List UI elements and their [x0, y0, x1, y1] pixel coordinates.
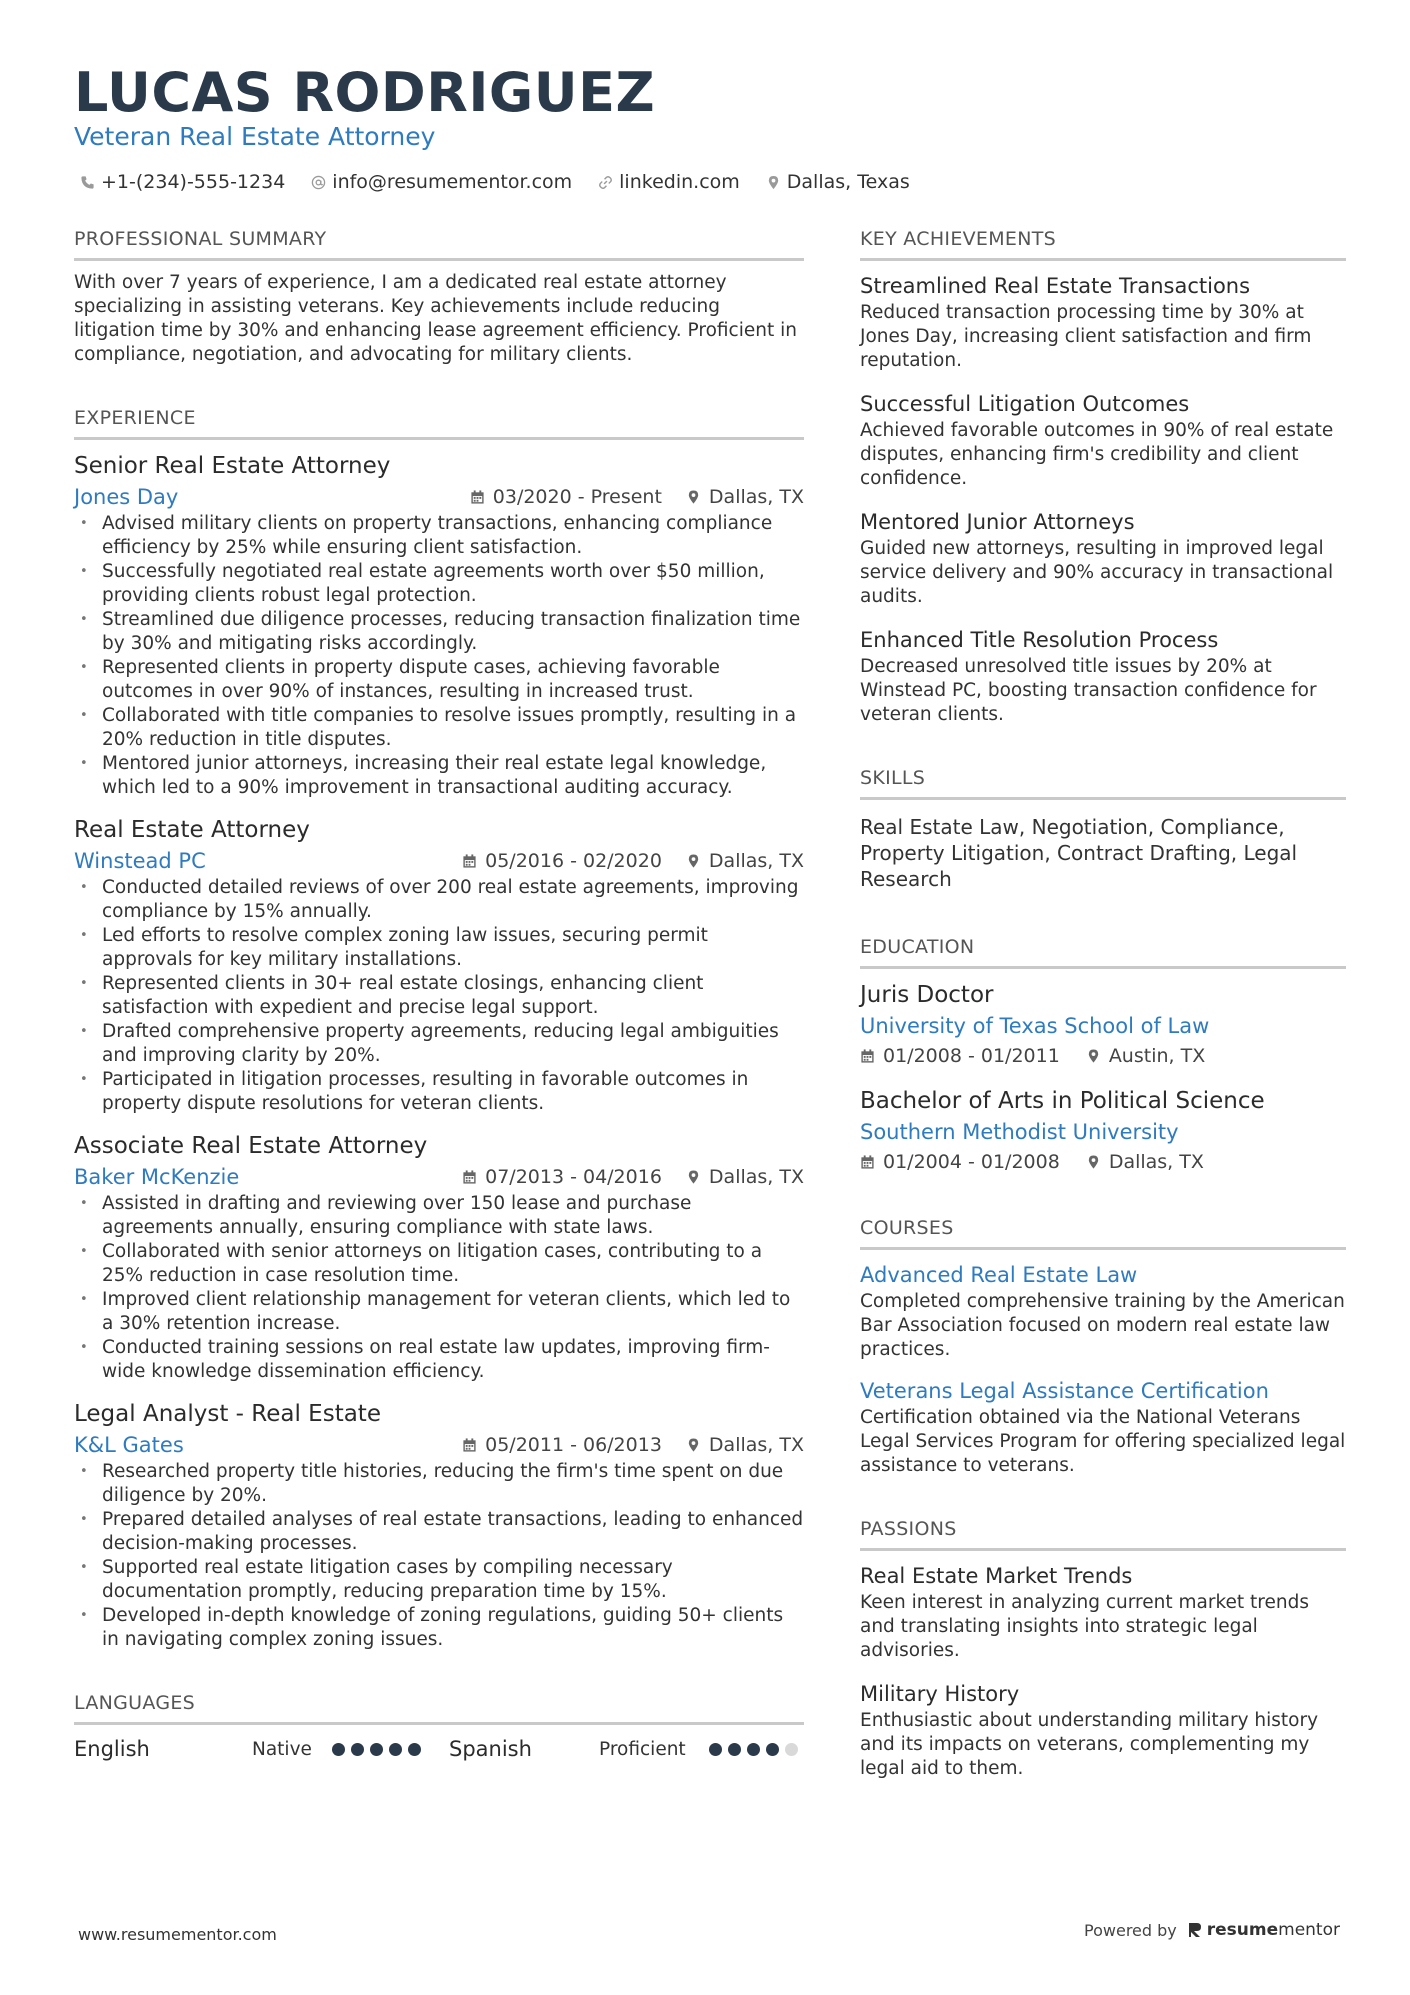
job-title: Senior Real Estate Attorney: [74, 453, 391, 479]
job-title: Associate Real Estate Attorney: [74, 1133, 428, 1159]
job-meta: [74, 482, 804, 512]
achievement-title: Mentored Junior Attorneys: [860, 510, 1135, 534]
bullet-item: • Prepared detailed analyses of real estate transactions, leading to enhanced decision-making processes.: [74, 1508, 804, 1556]
education-dates: 01/2004 - 01/2008: [883, 1151, 1060, 1173]
achievement-text: Achieved favorable outcomes in 90% of real estate disputes, enhancing firm's credibility and client confidence.: [860, 420, 1334, 489]
passion-title: Real Estate Market Trends: [860, 1564, 1133, 1588]
job-bullets: [74, 876, 804, 1116]
job-bullets: [74, 512, 804, 800]
bullet-item: • Represented clients in 30+ real estate closings, enhancing client satisfaction with expedient and precise legal support.: [74, 972, 804, 1020]
achievement-title: Streamlined Real Estate Transactions: [860, 274, 1251, 298]
candidate-name: LUCAS RODRIGUEZ: [74, 61, 656, 124]
experience-heading: EXPERIENCE: [74, 405, 804, 440]
courses-heading: COURSES: [860, 1215, 1346, 1250]
job-entry: [74, 1130, 804, 1384]
achievement-item: [860, 271, 1346, 373]
job-location: Dallas, TX: [708, 850, 804, 872]
job-bullets: [74, 1460, 804, 1652]
bullet-item: • Successfully negotiated real estate agreements worth over $50 million, providing clients robust legal protection.: [74, 560, 804, 608]
bullet-item: • Developed in-depth knowledge of zoning regulations, guiding 50+ clients in navigating complex zoning issues.: [74, 1604, 804, 1652]
link-icon: [598, 175, 613, 190]
job-dates: 07/2013 - 04/2016: [485, 1166, 662, 1188]
proficiency-dot-filled: [389, 1743, 402, 1756]
contact-linkedin[interactable]: [598, 168, 740, 196]
degree: Juris Doctor: [860, 982, 994, 1008]
location-text: Dallas, Texas: [786, 171, 910, 193]
footer-website[interactable]: www.resumementor.com: [78, 1925, 277, 1944]
bullet-item: • Represented clients in property dispute cases, achieving favorable outcomes in over 90% of instances, resulting in increased trust.: [74, 656, 804, 704]
achievements-section: [860, 226, 1346, 727]
passion-item: [860, 1561, 1346, 1663]
job-dates: 03/2020 - Present: [492, 486, 662, 508]
job-dates: 05/2011 - 06/2013: [485, 1434, 662, 1456]
course-text: Completed comprehensive training by the American Bar Association focused on modern real estate law practices.: [860, 1291, 1345, 1360]
calendar-icon: [462, 853, 477, 869]
bullet-item: • Streamlined due diligence processes, reducing transaction finalization time by 30% and mitigating risks accordingly.: [74, 608, 804, 656]
proficiency-dot-filled: [766, 1743, 779, 1756]
passion-item: [860, 1679, 1346, 1781]
brand-name-bold: resume: [1206, 1920, 1279, 1940]
location-pin-icon: [686, 1169, 701, 1185]
calendar-icon: [470, 489, 485, 505]
bullet-item: • Conducted detailed reviews of over 200 real estate agreements, improving compliance by 15% annually.: [74, 876, 804, 924]
job-entry: [74, 814, 804, 1116]
language-item: [449, 1737, 804, 1761]
bullet-item: • Supported real estate litigation cases by compiling necessary documentation promptly, reducing preparation time by 15%.: [74, 1556, 804, 1604]
education-location: Dallas, TX: [1108, 1151, 1204, 1173]
achievement-title: Successful Litigation Outcomes: [860, 392, 1190, 416]
bullet-item: • Participated in litigation processes, resulting in favorable outcomes in property dispute resolutions for veteran clients.: [74, 1068, 804, 1116]
skills-section: [860, 765, 1346, 892]
job-meta: [74, 1430, 804, 1460]
achievement-item: [860, 389, 1346, 491]
proficiency-dot-filled: [332, 1743, 345, 1756]
passions-heading: PASSIONS: [860, 1516, 1346, 1551]
achievement-item: [860, 507, 1346, 609]
brand-name-light: mentor: [1278, 1920, 1340, 1940]
bullet-item: • Assisted in drafting and reviewing over 150 lease and purchase agreements annually, ensuring compliance with state laws.: [74, 1192, 804, 1240]
achievement-title: Enhanced Title Resolution Process: [860, 628, 1219, 652]
linkedin-text: linkedin.com: [619, 171, 740, 193]
calendar-icon: [462, 1169, 477, 1185]
bullet-item: • Mentored junior attorneys, increasing their real estate legal knowledge, which led to a 90% improvement in transactional auditing accuracy.: [74, 752, 804, 800]
course-item: [860, 1376, 1346, 1478]
bullet-item: • Improved client relationship management for veteran clients, which led to a 30% retention increase.: [74, 1288, 804, 1336]
proficiency-dot-empty: [785, 1743, 798, 1756]
achievements-heading: KEY ACHIEVEMENTS: [860, 226, 1346, 261]
at-icon: [311, 175, 326, 190]
skills-text: Real Estate Law, Negotiation, Compliance, Property Litigation, Contract Drafting, Legal Research: [860, 815, 1298, 891]
contact-email[interactable]: [311, 168, 572, 196]
bullet-item: • Conducted training sessions on real estate law updates, improving firm-wide knowledge dissemination efficiency.: [74, 1336, 804, 1384]
calendar-icon: [860, 1048, 875, 1064]
degree: Bachelor of Arts in Political Science: [860, 1088, 1265, 1114]
education-location: Austin, TX: [1108, 1045, 1206, 1067]
passion-text: Enthusiastic about understanding military history and its impacts on veterans, complementing my legal aid to them.: [860, 1710, 1319, 1779]
phone-icon: [80, 175, 95, 190]
proficiency-dot-filled: [408, 1743, 421, 1756]
proficiency-dot-filled: [728, 1743, 741, 1756]
bullet-item: • Researched property title histories, reducing the firm's time spent on due diligence by 20%.: [74, 1460, 804, 1508]
location-pin-icon: [1086, 1048, 1101, 1064]
languages-section: [74, 1690, 804, 1761]
education-heading: EDUCATION: [860, 934, 1346, 969]
language-level: Proficient: [599, 1738, 686, 1760]
bullet-item: • Advised military clients on property transactions, enhancing compliance efficiency by 25% while ensuring client satisfaction.: [74, 512, 804, 560]
course-title: Veterans Legal Assistance Certification: [860, 1379, 1269, 1403]
school: Southern Methodist University: [860, 1120, 1179, 1144]
brand-logo[interactable]: [1187, 1920, 1340, 1940]
job-meta: [74, 1162, 804, 1192]
proficiency-dot-filled: [709, 1743, 722, 1756]
calendar-icon: [860, 1154, 875, 1170]
job-location: Dallas, TX: [708, 1434, 804, 1456]
candidate-title: Veteran Real Estate Attorney: [74, 122, 436, 151]
job-title: Legal Analyst - Real Estate: [74, 1401, 381, 1427]
proficiency-dot-filled: [747, 1743, 760, 1756]
bullet-item: • Collaborated with title companies to resolve issues promptly, resulting in a 20% reduction in title disputes.: [74, 704, 804, 752]
job-location: Dallas, TX: [708, 1166, 804, 1188]
location-pin-icon: [1086, 1154, 1101, 1170]
location-pin-icon: [686, 1437, 701, 1453]
location-pin-icon: [686, 853, 701, 869]
course-item: [860, 1260, 1346, 1362]
language-item: [74, 1737, 429, 1761]
language-name: English: [74, 1737, 150, 1761]
location-pin-icon: [686, 489, 701, 505]
proficiency-dot-filled: [351, 1743, 364, 1756]
email-text: info@resumementor.com: [332, 171, 573, 193]
contact-phone[interactable]: [80, 168, 285, 196]
proficiency-dot-filled: [370, 1743, 383, 1756]
summary-section: [74, 226, 804, 367]
bullet-item: • Drafted comprehensive property agreements, reducing legal ambiguities and improving clarity by 20%.: [74, 1020, 804, 1068]
contact-location: [766, 168, 910, 196]
job-meta: [74, 846, 804, 876]
achievement-text: Decreased unresolved title issues by 20% at Winstead PC, boosting transaction confidence for veteran clients.: [860, 656, 1317, 725]
course-title: Advanced Real Estate Law: [860, 1263, 1138, 1287]
job-location: Dallas, TX: [708, 486, 804, 508]
passion-title: Military History: [860, 1682, 1020, 1706]
company-name: Winstead PC: [74, 849, 206, 873]
location-pin-icon: [766, 175, 781, 190]
skills-heading: SKILLS: [860, 765, 1346, 800]
right-column: [860, 226, 1346, 1797]
summary-heading: PROFESSIONAL SUMMARY: [74, 226, 804, 261]
achievement-text: Reduced transaction processing time by 30% at Jones Day, increasing client satisfaction and firm reputation.: [860, 302, 1312, 371]
company-name: Baker McKenzie: [74, 1165, 240, 1189]
left-column: [74, 226, 804, 1761]
job-bullets: [74, 1192, 804, 1384]
passion-text: Keen interest in analyzing current market trends and translating insights into strategic legal advisories.: [860, 1592, 1309, 1661]
language-name: Spanish: [449, 1737, 532, 1761]
course-text: Certification obtained via the National Veterans Legal Services Program for offering specialized legal assistance to veterans.: [860, 1407, 1346, 1476]
phone-text: +1-(234)-555-1234: [101, 171, 286, 193]
education-item: [860, 1085, 1346, 1177]
calendar-icon: [462, 1437, 477, 1453]
language-level: Native: [252, 1738, 312, 1760]
job-entry: [74, 1398, 804, 1652]
achievement-text: Guided new attorneys, resulting in improved legal service delivery and 90% accuracy in transactional audits.: [860, 538, 1334, 607]
education-item: [860, 979, 1346, 1071]
experience-section: [74, 405, 804, 1652]
company-name: K&L Gates: [74, 1433, 184, 1457]
company-name: Jones Day: [74, 485, 179, 509]
proficiency-dots: [709, 1743, 798, 1756]
achievement-item: [860, 625, 1346, 727]
summary-text: With over 7 years of experience, I am a dedicated real estate attorney specializing in assisting veterans. Key achievements include reducing litigation time by 30% and enhancing lease agreement efficiency. Proficient in compliance, negotiation, and advocating for military clients.: [74, 272, 797, 365]
job-title: Real Estate Attorney: [74, 817, 310, 843]
school: University of Texas School of Law: [860, 1014, 1210, 1038]
bullet-item: • Led efforts to resolve complex zoning law issues, securing permit approvals for key military installations.: [74, 924, 804, 972]
courses-section: [860, 1215, 1346, 1478]
education-section: [860, 934, 1346, 1177]
proficiency-dots: [332, 1743, 421, 1756]
job-dates: 05/2016 - 02/2020: [485, 850, 662, 872]
passions-section: [860, 1516, 1346, 1781]
education-dates: 01/2008 - 01/2011: [883, 1045, 1060, 1067]
powered-by-text: Powered by: [1084, 1920, 1177, 1940]
contact-bar: [80, 168, 910, 196]
job-entry: [74, 450, 804, 800]
footer-branding: [1084, 1920, 1340, 1940]
bullet-item: • Collaborated with senior attorneys on litigation cases, contributing to a 25% reduction in case resolution time.: [74, 1240, 804, 1288]
languages-heading: LANGUAGES: [74, 1690, 804, 1725]
resumementor-logo-icon: [1187, 1921, 1203, 1939]
